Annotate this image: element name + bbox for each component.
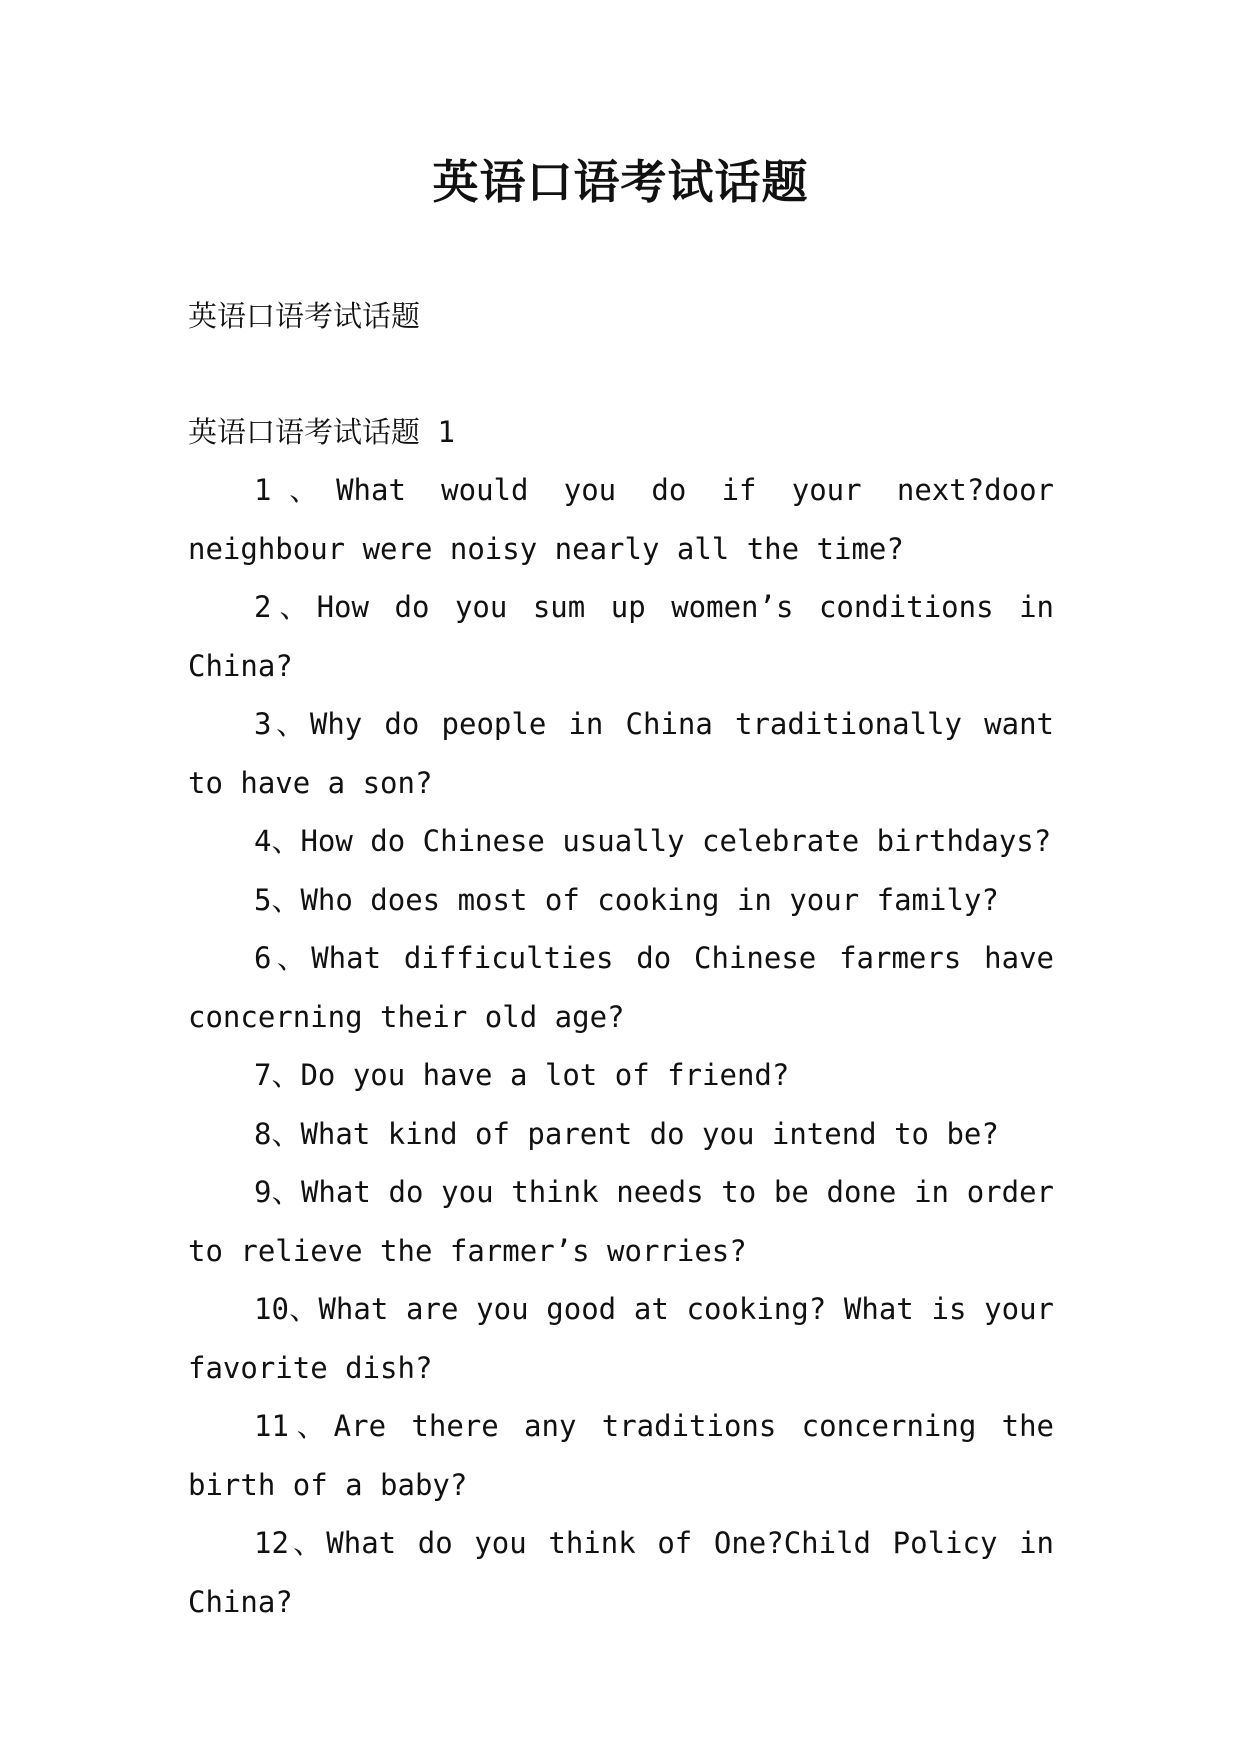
section-heading: 英语口语考试话题 1 bbox=[188, 415, 455, 449]
question-item: 4、How do Chinese usually celebrate birthdays? bbox=[254, 824, 1052, 858]
question-item: 3、Why do people in China traditionally want to have a son? bbox=[188, 707, 1054, 800]
question-item: 5、Who does most of cooking in your family? bbox=[254, 882, 999, 917]
question-item: 7、Do you have a lot of friend? bbox=[254, 1058, 790, 1092]
question-item: 9、What do you think needs to be done in order to relieve the farmer’s worries? bbox=[188, 1175, 1054, 1268]
question-item: 12、What do you think of One?Child Policy in China? bbox=[188, 1526, 1054, 1619]
question-item: 2、How do you sum up women’s conditions in China? bbox=[188, 590, 1054, 683]
document-title: 英语口语考试话题 bbox=[432, 155, 809, 209]
question-item: 1、What would you do if your next?door neighbour were noisy nearly all the time? bbox=[188, 473, 1054, 566]
question-item: 10、What are you good at cooking? What is your favorite dish? bbox=[188, 1292, 1054, 1385]
question-item: 6、What difficulties do Chinese farmers have concerning their old age? bbox=[188, 941, 1054, 1034]
question-list bbox=[188, 461, 1054, 1631]
document-subtitle: 英语口语考试话题 bbox=[188, 299, 421, 333]
question-item: 11、Are there any traditions concerning the birth of a baby? bbox=[188, 1409, 1054, 1502]
question-item: 8、What kind of parent do you intend to be? bbox=[254, 1116, 999, 1151]
